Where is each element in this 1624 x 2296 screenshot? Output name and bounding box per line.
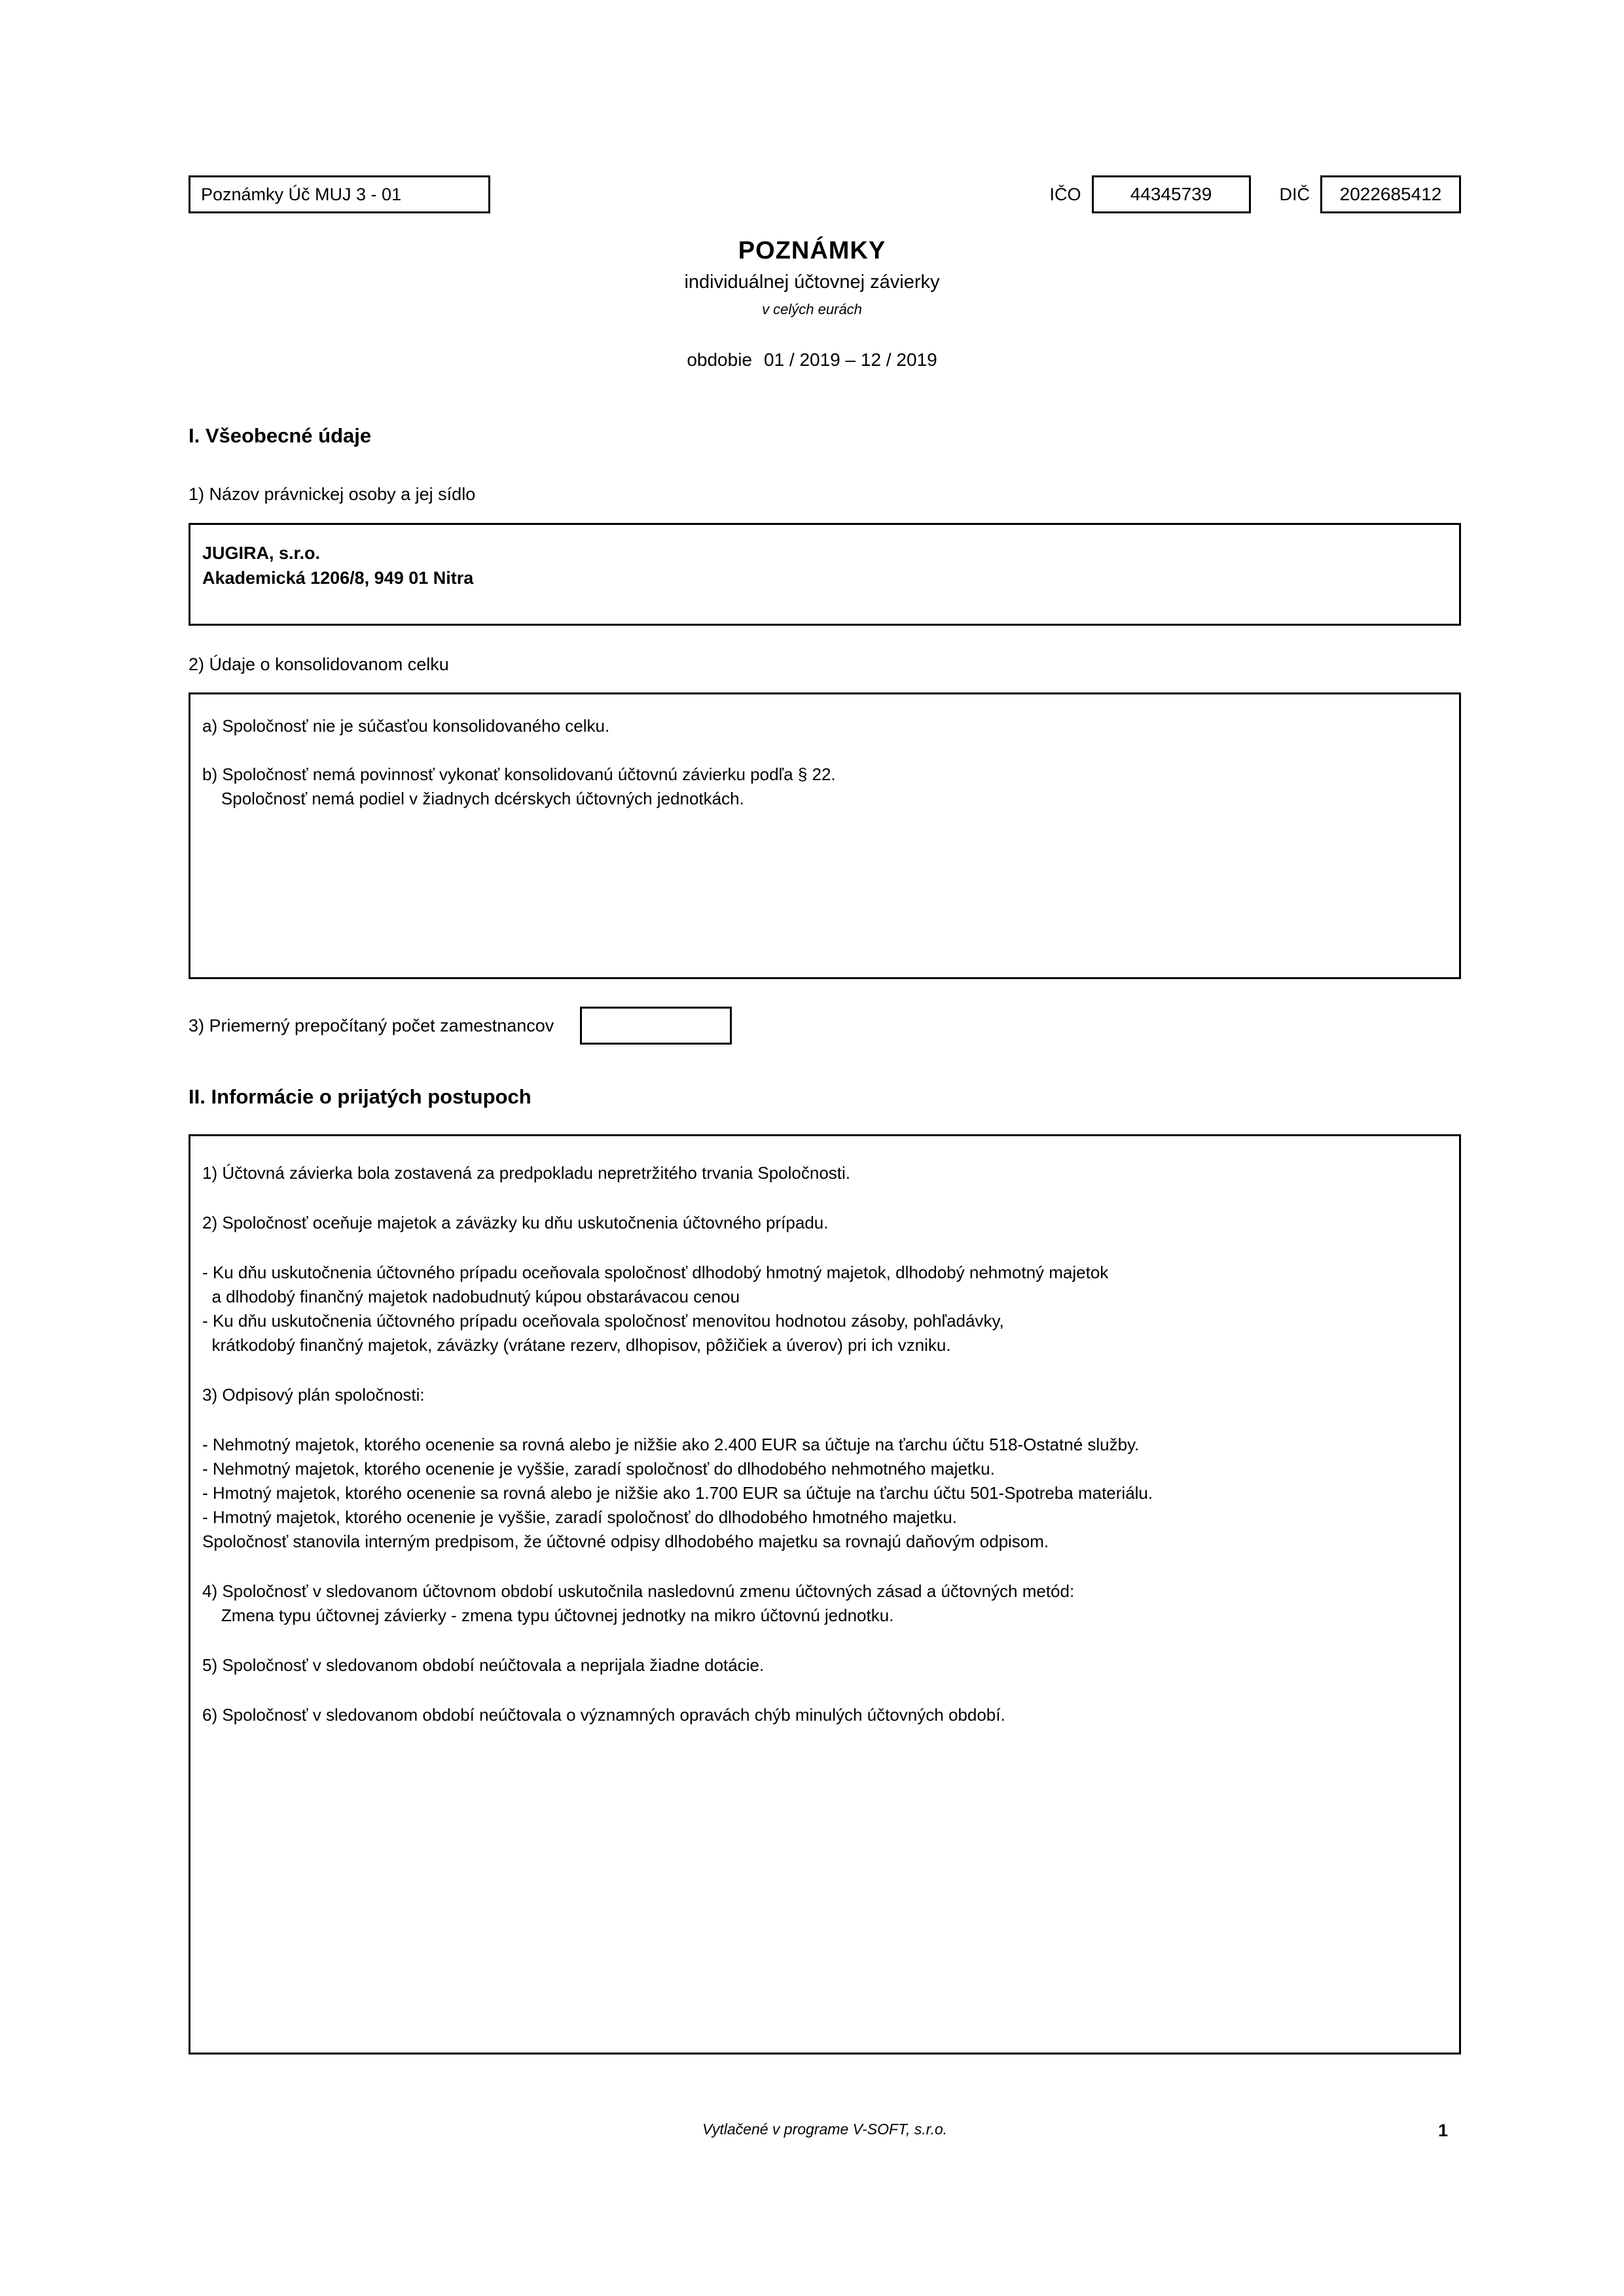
- document-title: POZNÁMKY: [738, 237, 886, 264]
- period-line: [0, 350, 1624, 370]
- form-code-box: [189, 175, 490, 213]
- paragraph: [202, 1703, 1447, 1727]
- item2-label: 2) Údaje o konsolidovanom celku: [189, 655, 449, 674]
- text-line: b) Spoločnosť nemá povinnosť vykonať konsolidovanú účtovnú závierku podľa § 22.: [202, 764, 836, 784]
- paragraph: [202, 1579, 1447, 1628]
- text-line: - Nehmotný majetok, ktorého ocenenie sa rovná alebo je nižšie ako 2.400 EUR sa účtuje na ťarchu účtu 518-Ostatné služby.: [202, 1435, 1140, 1454]
- ico-value: 44345739: [1130, 184, 1212, 204]
- item1-label: 1) Názov právnickej osoby a jej sídlo: [189, 484, 476, 504]
- printed-by-note: Vytlačené v programe V-SOFT, s.r.o.: [702, 2121, 948, 2138]
- text-line: Spoločnosť nemá podiel v žiadnych dcérskych účtovných jednotkách.: [202, 789, 744, 808]
- section-procedures-heading: II. Informácie o prijatých postupoch: [189, 1085, 532, 1108]
- employees-row: [189, 1007, 1461, 1045]
- ico-value-box: [1092, 175, 1251, 213]
- text-line: Zmena typu účtovnej závierky - zmena typu účtovnej jednotky na mikro účtovnú jednotku.: [202, 1605, 894, 1625]
- paragraph: [202, 1211, 1447, 1235]
- paragraph: [202, 1433, 1447, 1554]
- employee-count-box: [580, 1007, 732, 1045]
- text-line: 1) Účtovná závierka bola zostavená za predpokladu nepretržitého trvania Spoločnosti.: [202, 1163, 851, 1183]
- paragraph: [202, 1261, 1447, 1357]
- paragraph: [202, 1653, 1447, 1677]
- page-number: 1: [1437, 2121, 1448, 2140]
- footer: [189, 2121, 1461, 2147]
- text-line: - Ku dňu uskutočnenia účtovného prípadu oceňovala spoločnosť dlhodobý hmotný majetok, dlhodobý nehmotný majetok: [202, 1263, 1109, 1282]
- spacer: [202, 738, 1447, 762]
- id-group: [1049, 175, 1461, 213]
- item3-label: 3) Priemerný prepočítaný počet zamestnancov: [189, 1015, 554, 1035]
- form-code: Poznámky Úč MUJ 3 - 01: [201, 184, 402, 204]
- text-line: 3) Odpisový plán spoločnosti:: [202, 1385, 425, 1405]
- dic-value-box: [1320, 175, 1461, 213]
- procedures-box: [189, 1134, 1461, 2054]
- company-name: JUGIRA, s.r.o.: [202, 543, 321, 563]
- text-line: Spoločnosť stanovila interným predpisom, že účtovné odpisy dlhodobého majetku sa rovnajú daňovým odpisom.: [202, 1532, 1049, 1551]
- section-general-heading: I. Všeobecné údaje: [189, 424, 372, 447]
- text-line: - Nehmotný majetok, ktorého ocenenie je vyššie, zaradí spoločnosť do dlhodobého nehmotného majetku.: [202, 1459, 995, 1479]
- ico-label: IČO: [1049, 184, 1081, 204]
- text-line: krátkodobý finančný majetok, záväzky (vrátane rezerv, dlhopisov, pôžičiek a úverov) pri ich vzniku.: [202, 1335, 951, 1355]
- company-address: Akademická 1206/8, 949 01 Nitra: [202, 568, 474, 588]
- text-line: - Hmotný majetok, ktorého ocenenie sa rovná alebo je nižšie ako 1.700 EUR sa účtuje na ťarchu účtu 501-Spotreba materiálu.: [202, 1483, 1153, 1503]
- period-label: obdobie: [687, 350, 752, 370]
- company-name-box: [189, 523, 1461, 626]
- text-line: 4) Spoločnosť v sledovanom účtovnom období uskutočnila nasledovnú zmenu účtovných zásad a účtovných metód:: [202, 1581, 1075, 1601]
- text-line: a) Spoločnosť nie je súčasťou konsolidovaného celku.: [202, 716, 610, 736]
- text-line: - Ku dňu uskutočnenia účtovného prípadu oceňovala spoločnosť menovitou hodnotou zásoby, pohľadávky,: [202, 1311, 1004, 1331]
- paragraph: [202, 1161, 1447, 1185]
- text-line: - Hmotný majetok, ktorého ocenenie je vyššie, zaradí spoločnosť do dlhodobého hmotného majetku.: [202, 1507, 957, 1527]
- title-block: [0, 237, 1624, 370]
- dic-value: 2022685412: [1339, 184, 1442, 204]
- text-line: 2) Spoločnosť oceňuje majetok a záväzky ku dňu uskutočnenia účtovného prípadu.: [202, 1213, 829, 1232]
- period-value: 01 / 2019 – 12 / 2019: [763, 350, 937, 370]
- currency-note: v celých eurách: [762, 301, 862, 317]
- header-row: [189, 175, 1461, 213]
- dic-label: DIČ: [1279, 184, 1310, 204]
- document-subtitle: individuálnej účtovnej závierky: [684, 272, 940, 293]
- text-line: 5) Spoločnosť v sledovanom období neúčtovala a neprijala žiadne dotácie.: [202, 1655, 765, 1675]
- text-line: 6) Spoločnosť v sledovanom období neúčtovala o významných opravách chýb minulých účtovných období.: [202, 1705, 1005, 1725]
- paragraph: [202, 1383, 1447, 1407]
- text-line: a dlhodobý finančný majetok nadobudnutý kúpou obstarávacou cenou: [202, 1287, 740, 1306]
- consolidation-box: [189, 692, 1461, 979]
